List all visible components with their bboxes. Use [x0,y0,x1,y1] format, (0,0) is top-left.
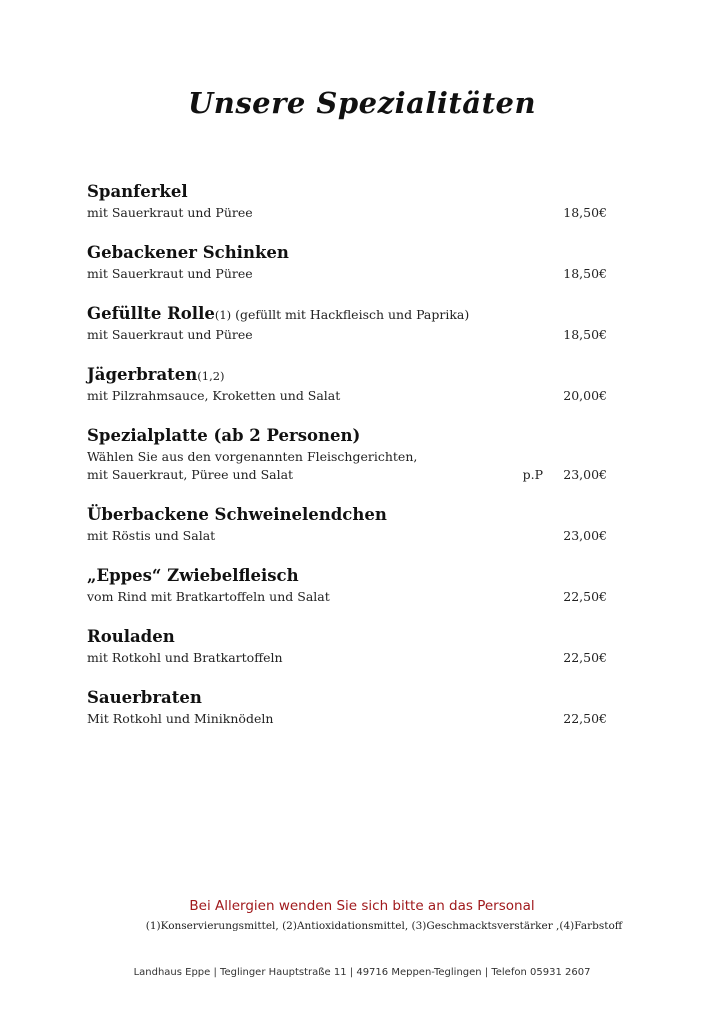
allergy-notice: Bei Allergien wenden Sie sich bitte an das Personal [189,898,535,914]
dish-description: mit Pilzrahmsauce, Kroketten und Salat [87,388,341,403]
dish-name: Sauerbraten [87,688,202,707]
dish-name: Jägerbraten(1,2) [87,365,225,384]
menu-item-gebackener-schinken [87,242,607,283]
dish-name: Gebackener Schinken [87,243,289,262]
dish-description: mit Rotkohl und Bratkartoffeln [87,650,283,665]
menu-item-schweinelendchen [87,504,607,545]
dish-price: 23,00€ [563,467,607,482]
per-person-label: p.P [522,467,543,482]
menu-list [87,181,607,748]
dish-price: 22,50€ [563,711,607,726]
dish-price: 22,50€ [563,650,607,665]
dish-name: Gefüllte Rolle(1) (gefüllt mit Hackfleisch und Paprika) [87,304,470,323]
dish-name: Spanferkel [87,182,188,201]
dish-description: vom Rind mit Bratkartoffeln und Salat [87,589,330,604]
dish-price: 23,00€ [563,528,607,543]
menu-item-spanferkel [87,181,607,222]
dish-description: mit Sauerkraut und Püree [87,266,253,281]
dish-description: mit Sauerkraut und Püree [87,327,253,342]
menu-item-eppes-zwiebelfleisch [87,565,607,606]
additive-note: (1) [214,308,232,322]
dish-name: Spezialplatte (ab 2 Personen) [87,426,361,445]
dish-description: Mit Rotkohl und Miniknödeln [87,711,274,726]
dish-extra: (gefüllt mit Hackfleisch und Paprika) [231,307,470,322]
dish-price: 22,50€ [563,589,607,604]
menu-item-jaegerbraten [87,364,607,405]
dish-name: „Eppes“ Zwiebelfleisch [87,566,299,585]
dish-description: mit Röstis und Salat [87,528,216,543]
menu-item-gefuellte-rolle [87,303,607,344]
additive-legend: (1)Konservierungsmittel, (2)Antioxidationsmittel, (3)Geschmacktsverstärker ,(4)Farbstoff [145,920,623,932]
dish-name: Rouladen [87,627,175,646]
menu-item-spezialplatte [87,425,607,484]
dish-price: 18,50€ [563,266,607,281]
dish-description: Wählen Sie aus den vorgenannten Fleischgerichten, [87,449,418,464]
page-title: Unsere Spezialitäten [187,86,537,120]
additive-note: (1,2) [197,369,225,383]
dish-price: 18,50€ [563,327,607,342]
dish-name: Überbackene Schweinelendchen [87,505,387,524]
dish-description: mit Sauerkraut, Püree und Salat [87,467,294,482]
dish-description: mit Sauerkraut und Püree [87,205,253,220]
dish-price: 20,00€ [563,388,607,403]
footer-address: Landhaus Eppe | Teglinger Hauptstraße 11 | 49716 Meppen-Teglingen | Telefon 05931 2607 [133,967,591,978]
dish-price: 18,50€ [563,205,607,220]
menu-item-rouladen [87,626,607,667]
menu-item-sauerbraten [87,687,607,728]
